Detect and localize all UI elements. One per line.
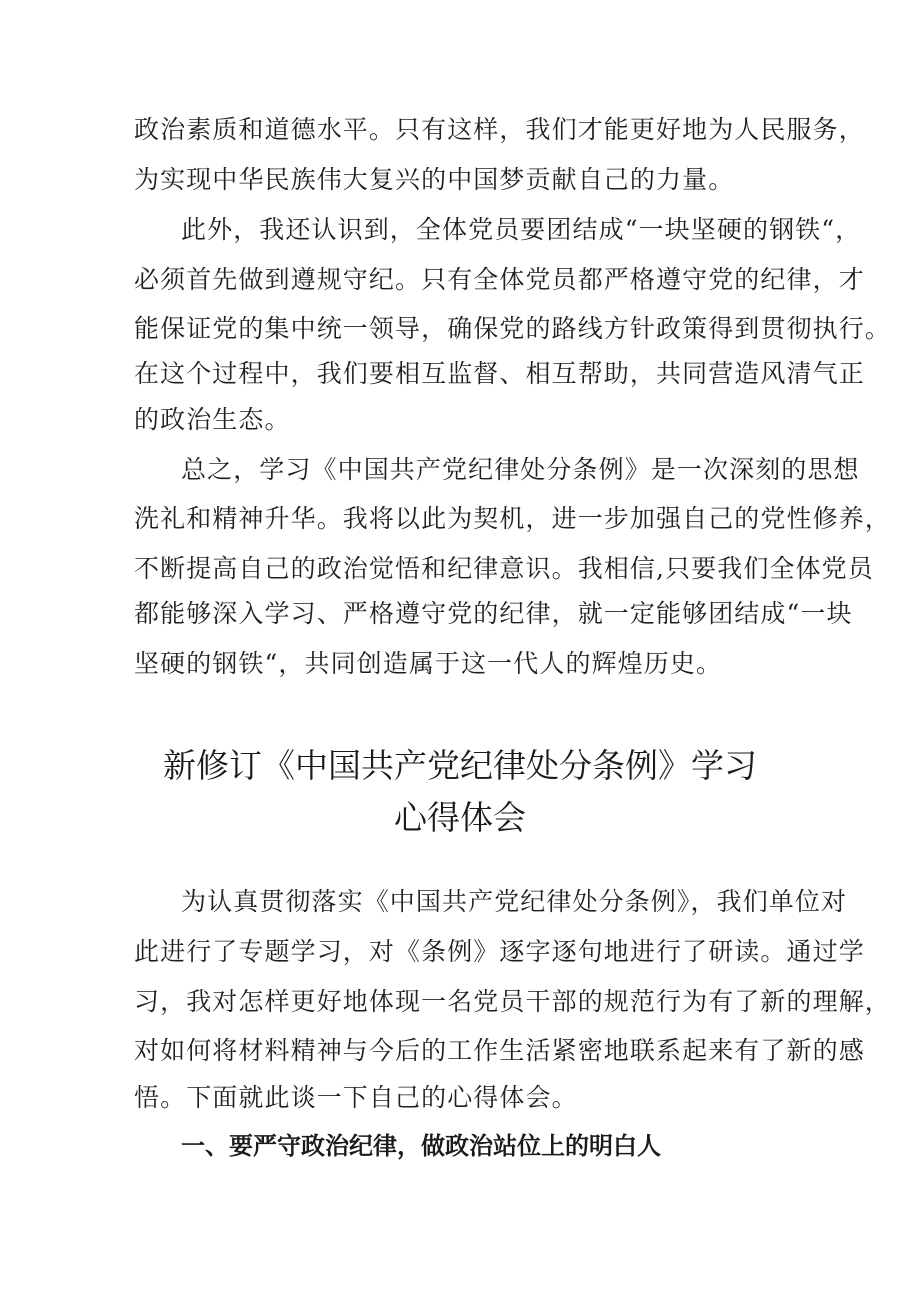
- paragraph-line: 坚硬的钢铁“，共同创造属于这一代人的辉煌历史。: [134, 649, 723, 678]
- paragraph-line: 在这个过程中，我们要相互监督、相互帮助，共同营造风清气正: [134, 359, 865, 388]
- paragraph-line: 为实现中华民族伟大复兴的中国梦贡献自己的力量。: [134, 165, 735, 194]
- paragraph-line: 政治素质和道德水平。只有这样，我们才能更好地为人民服务，: [134, 115, 865, 144]
- paragraph-line: 对如何将材料精神与今后的工作生活紧密地联系起来有了新的感: [134, 1036, 865, 1065]
- paragraph-line: 的政治生态。: [134, 405, 291, 434]
- paragraph-line: 洗礼和精神升华。我将以此为契机，进一步加强自己的党性修养，: [134, 504, 891, 533]
- paragraph-line: 总之，学习《中国共产党纪律处分条例》是一次深刻的思想: [181, 455, 860, 484]
- paragraph-line: 为认真贯彻落实《中国共产党纪律处分条例》，我们单位对: [181, 887, 848, 916]
- section-heading: 一、要严守政治纪律，做政治站位上的明白人: [181, 1132, 661, 1160]
- article-title: 新修订《中国共产党纪律处分条例》学习: [163, 746, 757, 785]
- paragraph-line: 都能够深入学习、严格遵守党的纪律，就一定能够团结成“一块: [134, 599, 853, 628]
- article-title-line-2: 心得体会: [394, 798, 526, 837]
- paragraph-line: 悟。下面就此谈一下自己的心得体会。: [134, 1083, 578, 1112]
- paragraph-line: 能保证党的集中统一领导，确保党的路线方针政策得到贯彻执行。: [134, 314, 891, 343]
- paragraph-line: 不断提高自己的政治觉悟和纪律意识。我相信,只要我们全体党员: [134, 554, 874, 583]
- paragraph-line: 必须首先做到遵规守纪。只有全体党员都严格遵守党的纪律，才: [134, 265, 865, 294]
- paragraph-line: 习，我对怎样更好地体现一名党员干部的规范行为有了新的理解，: [134, 987, 891, 1016]
- paragraph-line: 此外，我还认识到，全体党员要团结成“一块坚硬的钢铁“，: [181, 215, 862, 244]
- paragraph-line: 此进行了专题学习，对《条例》逐字逐句地进行了研读。通过学: [134, 937, 865, 966]
